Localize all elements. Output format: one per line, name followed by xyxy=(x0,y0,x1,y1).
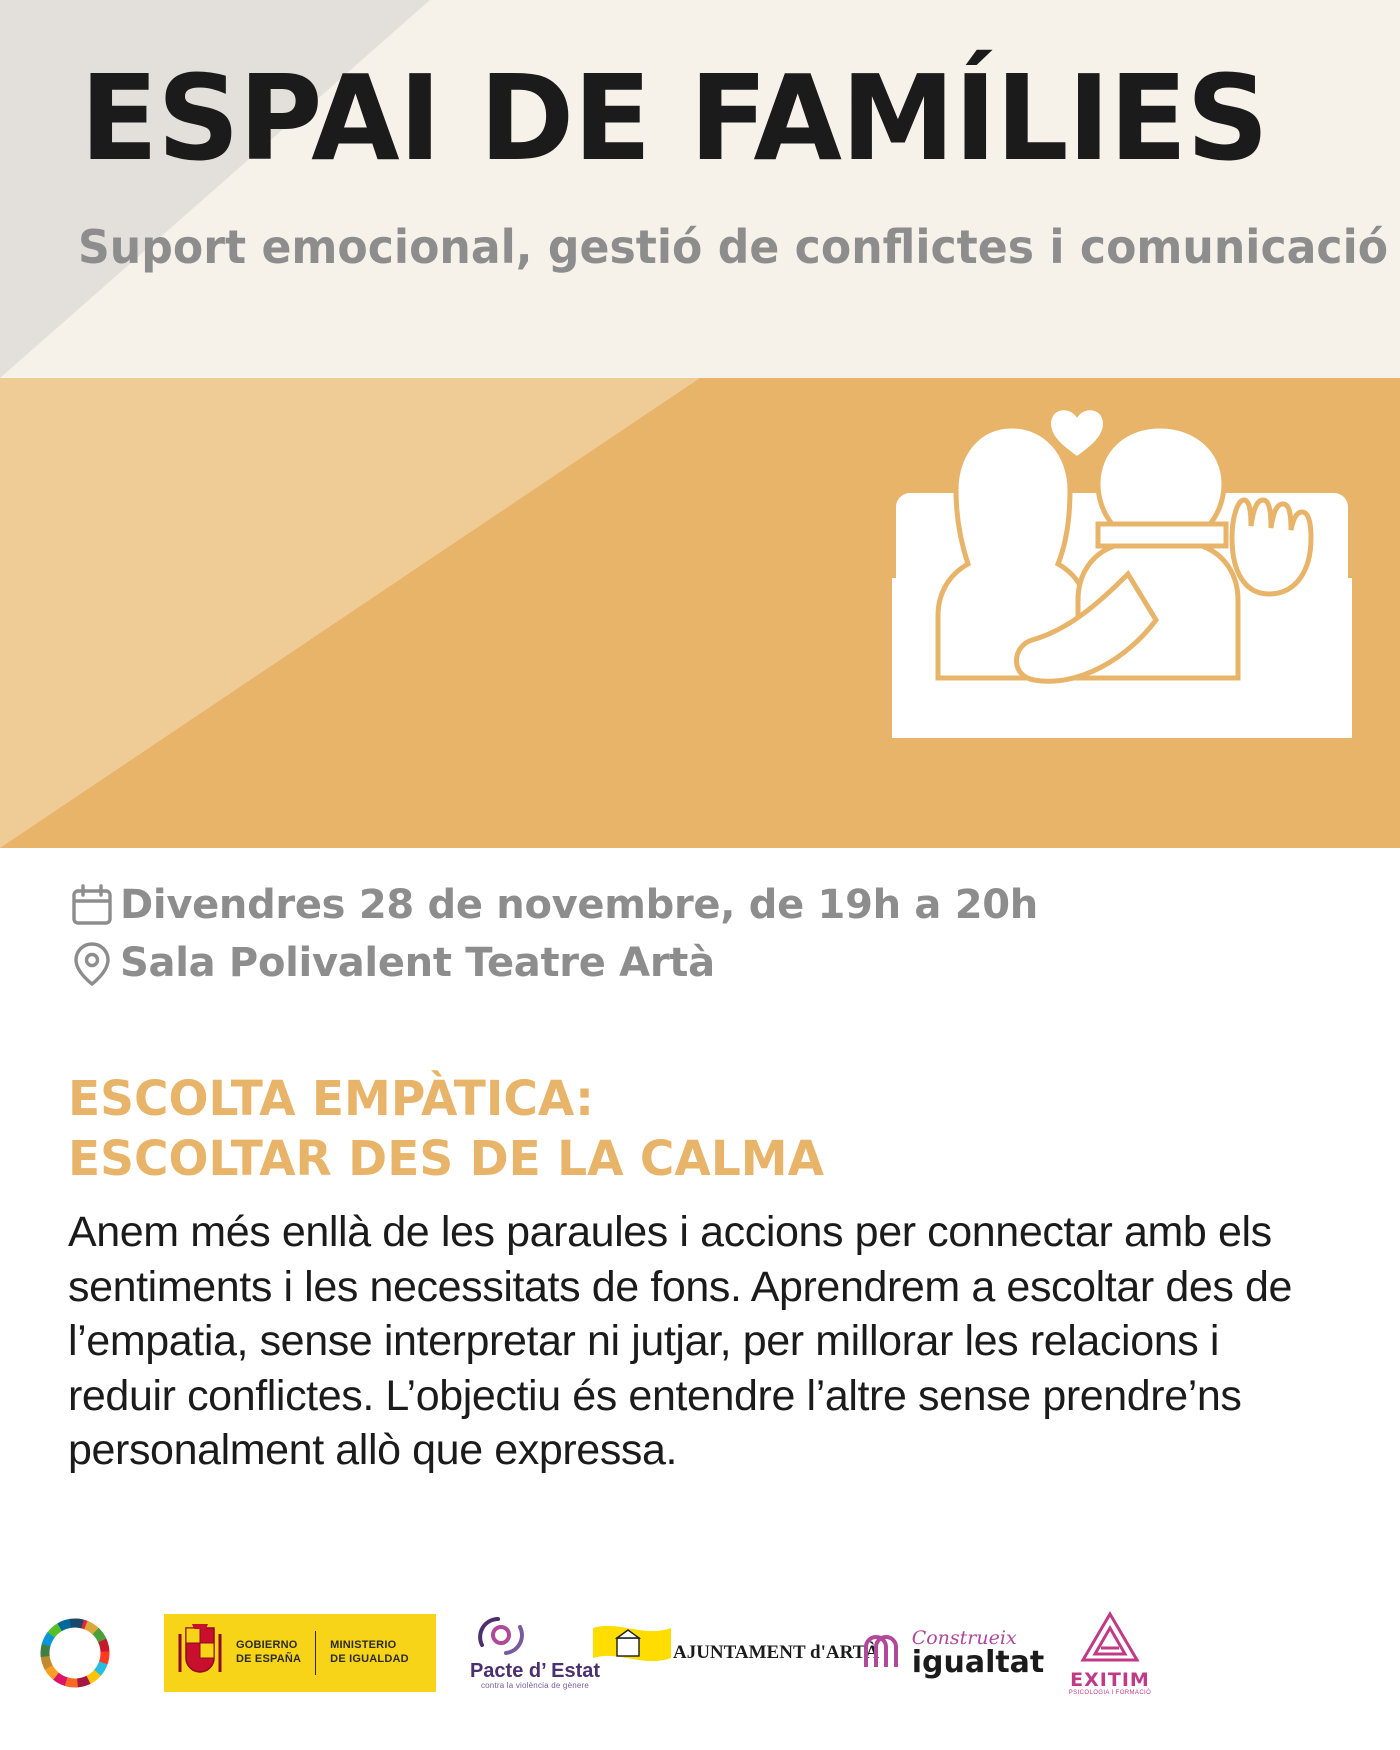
event-info xyxy=(64,882,1334,998)
ajuntament-darta-logo xyxy=(620,1598,880,1708)
page-title: ESPAI DE FAMÍLIES xyxy=(80,49,1268,187)
session-heading-line1: ESCOLTA EMPÀTICA: xyxy=(68,1071,594,1127)
event-location-row xyxy=(64,940,1334,986)
band-triangle-decoration xyxy=(0,378,700,848)
two-people-hugging-on-sofa-illustration xyxy=(892,378,1352,848)
construeix-script: Construeix xyxy=(911,1626,1017,1649)
arta-flag-icon xyxy=(591,1622,673,1684)
event-location-text: Sala Polivalent Teatre Artà xyxy=(120,940,715,986)
pacte-symbol-icon xyxy=(470,1615,532,1655)
construeix-igualtat-logo xyxy=(850,1598,1050,1708)
pacte-subtitle: contra la violència de gènere xyxy=(480,1681,590,1691)
session-content xyxy=(68,1070,1338,1478)
poster-header xyxy=(0,0,1400,378)
location-pin-icon xyxy=(64,940,120,986)
gob-line2: DE ESPAÑA xyxy=(236,1653,302,1665)
exitim-logo xyxy=(1050,1598,1170,1708)
logo-divider xyxy=(315,1631,316,1675)
event-date-text: Divendres 28 de novembre, de 19h a 20h xyxy=(120,882,1038,928)
ministerio-line2: DE IGUALDAD xyxy=(330,1653,409,1665)
exitim-triangle-icon xyxy=(1079,1610,1141,1666)
gobierno-de-espana-ministerio-de-igualdad-logo xyxy=(150,1598,450,1708)
session-description: Anem més enllà de les paraules i accions per connectar amb els sentiments i les necessitats de fons. Aprendrem a escoltar des de l’empatia, sense interpretar ni jutjar, per millorar les relacions i reduir conflictes. L’objectiu és entendre l’altre sense prendre’ns personalment allò que expressa. xyxy=(68,1208,1293,1475)
sdg-wheel-logo xyxy=(0,1598,150,1708)
sponsor-logo-strip xyxy=(0,1578,1400,1728)
ministerio-line1: MINISTERIO xyxy=(330,1639,397,1652)
illustration-band xyxy=(0,378,1400,848)
exitim-label: EXITIM xyxy=(1070,1669,1150,1691)
exitim-sublabel: PSICOLOGIA I FORMACIÓ xyxy=(1068,1690,1152,1696)
construeix-symbol-icon xyxy=(856,1627,906,1679)
session-heading-line2: ESCOLTAR DES DE LA CALMA xyxy=(68,1130,825,1187)
page-subtitle: Suport emocional, gestió de conflictes i comunicació xyxy=(78,220,1389,274)
gob-line1: GOBIERNO xyxy=(236,1639,298,1652)
calendar-icon xyxy=(64,883,120,927)
event-date-row xyxy=(64,882,1334,928)
spain-coat-of-arms-icon xyxy=(172,1620,228,1686)
pacte-title: Pacte d’ Estat xyxy=(469,1660,601,1683)
ajuntament-label: AJUNTAMENT d'ARTÀ xyxy=(672,1642,880,1663)
igualtat-label: igualtat xyxy=(911,1644,1045,1680)
